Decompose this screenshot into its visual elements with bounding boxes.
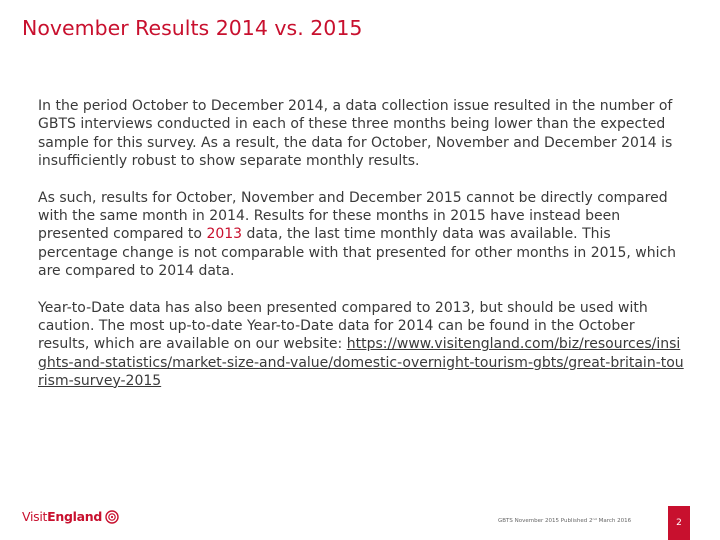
- slide-body: [38, 97, 688, 409]
- logo-england-text: England: [47, 509, 102, 524]
- paragraph-comparison-start: As such, results for October, November and December 2015 cannot be directly compared with the same month in 2014. Results for these months in 2015 have instead been presented compared to: [38, 189, 668, 243]
- paragraph-comparison: [38, 189, 688, 280]
- page-number-badge: [668, 506, 690, 540]
- rose-icon: [105, 510, 119, 524]
- paragraph-data-issue: In the period October to December 2014, a data collection issue resulted in the number of GBTS interviews conducted in each of these three months being lower than the expected sample for this survey. As a result, the data for October, November and December 2014 is insufficiently robust to show separate monthly results.: [38, 98, 673, 169]
- logo-wordmark: [22, 509, 102, 524]
- footer-caption: GBTS November 2015 Published 2ⁿᵈ March 2016: [498, 518, 632, 524]
- visitengland-logo: [22, 509, 119, 524]
- website-link[interactable]: https://www.visitengland.com/biz/resources/insights-and-statistics/market-size-and-value/domestic-overnight-tourism-gbts/great-britain-tourism-survey-2015: [38, 336, 684, 389]
- page-number: 2: [676, 518, 682, 528]
- paragraph-comparison-end: data, the last time monthly data was available. This percentage change is not comparable with that presented for other months in 2015, which are compared to 2014 data.: [38, 226, 677, 279]
- highlight-year: 2013: [206, 226, 243, 243]
- paragraph-year-to-date: [38, 299, 688, 390]
- slide-title: November Results 2014 vs. 2015: [22, 16, 363, 40]
- paragraph-year-to-date-text: Year-to-Date data has also been presented compared to 2013, but should be used with caution. The most up-to-date Year-to-Date data for 2014 can be found in the October results, which are available on our website:: [38, 299, 648, 353]
- logo-visit-text: Visit: [22, 509, 48, 524]
